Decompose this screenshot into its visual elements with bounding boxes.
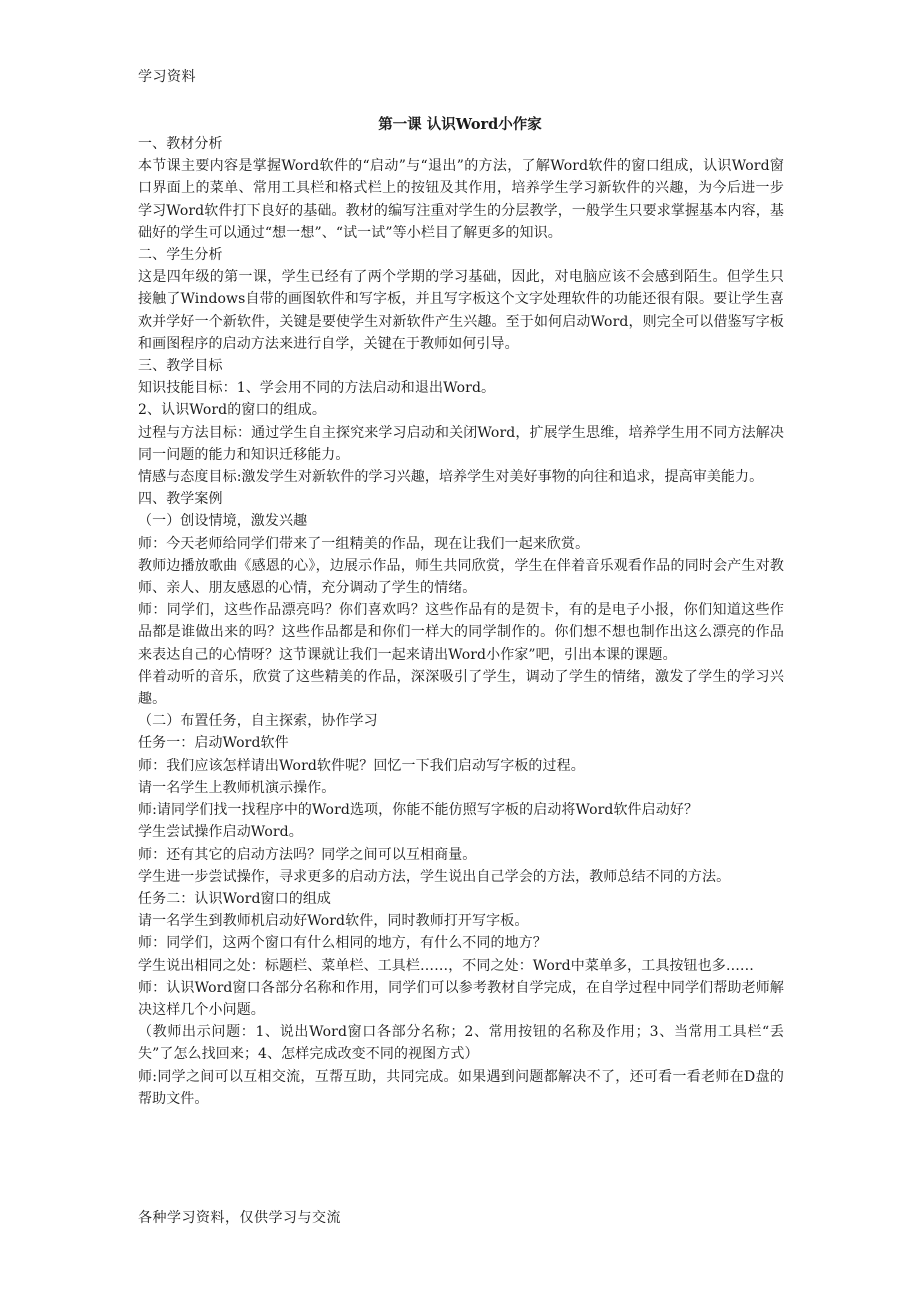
section-heading: 二、学生分析: [138, 247, 223, 264]
paragraph: 这是四年级的第一课，学生已经有了两个学期的学习基础，因此，对电脑应该不会感到陌生。但学生只接触了Windows自带的画图软件和写字板，并且写字板这个文字处理软件的功能还很有限。要让学生喜欢并学好一个新软件，关键是要使学生对新软件产生兴趣。至于如何启动Word，则完全可以借鉴写字板和画图程序的启动方法来进行自学，关键在于教师如何引导。: [138, 269, 784, 352]
paragraph: 师：我们应该怎样请出Word软件呢？回忆一下我们启动写字板的过程。: [138, 757, 585, 774]
section-heading: 一、教材分析: [138, 136, 223, 152]
paragraph: 请一名学生上教师机演示操作。: [138, 779, 336, 796]
page-header: 学习资料: [138, 69, 196, 85]
paragraph: 师：还有其它的启动方法吗？同学之间可以互相商量。: [138, 846, 477, 863]
paragraph: 伴着动听的音乐，欣赏了这些精美的作品，深深吸引了学生，调动了学生的情绪，激发了学生的学习兴趣。: [138, 668, 784, 708]
subsection-heading: （二）布置任务，自主探索，协作学习: [138, 713, 378, 730]
section-heading: 三、教学目标: [138, 358, 223, 375]
paragraph: 本节课主要内容是掌握Word软件的“启动”与“退出”的方法，了解Word软件的窗口组成，认识Word窗口界面上的菜单、常用工具栏和格式栏上的按钮及其作用，培养学生学习新软件的兴趣，为今后进一步学习Word软件打下良好的基础。教材的编写注重对学生的分层教学，一般学生只要求掌握基本内容，基础好的学生可以通过“想一想”、“试一试”等小栏目了解更多的知识。: [138, 158, 784, 241]
paragraph: 师：认识Word窗口各部分名称和作用，同学们可以参考教材自学完成，在自学过程中同学们帮助老师解决这样几个小问题。: [138, 979, 784, 1018]
paragraph: 学生尝试操作启动Word。: [138, 824, 303, 841]
paragraph: 师:请同学们找一找程序中的Word选项，你能不能仿照写字板的启动将Word软件启动好？: [138, 802, 699, 819]
paragraph: 2、认识Word的窗口的组成。: [138, 402, 326, 419]
paragraph: 师:同学之间可以互相交流，互帮互助，共同完成。如果遇到问题都解决不了，还可看一看老师在D盘的帮助文件。: [138, 1068, 784, 1107]
paragraph: 任务一：启动Word软件: [138, 735, 289, 752]
page-footer: 各种学习资料，仅供学习与交流: [138, 1210, 341, 1226]
paragraph: 知识技能目标：1、学会用不同的方法启动和退出Word。: [138, 380, 496, 397]
paragraph: 请一名学生到教师机启动好Word软件，同时教师打开写字板。: [138, 913, 529, 930]
lesson-title: 第一课 认识Word小作家: [378, 116, 542, 133]
subsection-heading: （一）创设情境，激发兴趣: [138, 513, 308, 530]
section-heading: 四、教学案例: [138, 491, 223, 508]
document-body: [138, 133, 784, 1110]
paragraph: 师：同学们，这两个窗口有什么相同的地方，有什么不同的地方？: [138, 935, 547, 952]
paragraph: 师：同学们，这些作品漂亮吗？你们喜欢吗？这些作品有的是贺卡，有的是电子小报，你们知道这些作品都是谁做出来的吗？这些作品都是和你们一样大的同学制作的。你们想不想也制作出这么漂亮的作品来表达自己的心情呀？这节课就让我们一起来请出Word小作家”吧，引出本课的课题。: [138, 602, 784, 663]
paragraph: 学生进一步尝试操作，寻求更多的启动方法，学生说出自己学会的方法，教师总结不同的方法。: [138, 868, 731, 885]
paragraph: （教师出示问题：1、说出Word窗口各部分名称；2、常用按钮的名称及作用；3、当常用工具栏“丢失”了怎么找回来；4、怎样完成改变不同的视图方式）: [138, 1024, 784, 1063]
paragraph: 任务二：认识Word窗口的组成: [138, 890, 332, 907]
paragraph: 教师边播放歌曲《感恩的心》，边展示作品，师生共同欣赏，学生在伴着音乐观看作品的同时会产生对教师、亲人、朋友感恩的心情，充分调动了学生的情绪。: [138, 557, 784, 597]
paragraph: 学生说出相同之处：标题栏、菜单栏、工具栏……，不同之处：Word中菜单多，工具按钮也多……: [138, 957, 755, 974]
paragraph: 情感与态度目标:激发学生对新软件的学习兴趣，培养学生对美好事物的向往和追求，提高审美能力。: [138, 469, 764, 486]
paragraph: 师：今天老师给同学们带来了一组精美的作品，现在让我们一起来欣赏。: [138, 535, 590, 552]
paragraph: 过程与方法目标：通过学生自主探究来学习启动和关闭Word，扩展学生思维，培养学生用不同方法解决同一问题的能力和知识迁移能力。: [138, 424, 784, 463]
